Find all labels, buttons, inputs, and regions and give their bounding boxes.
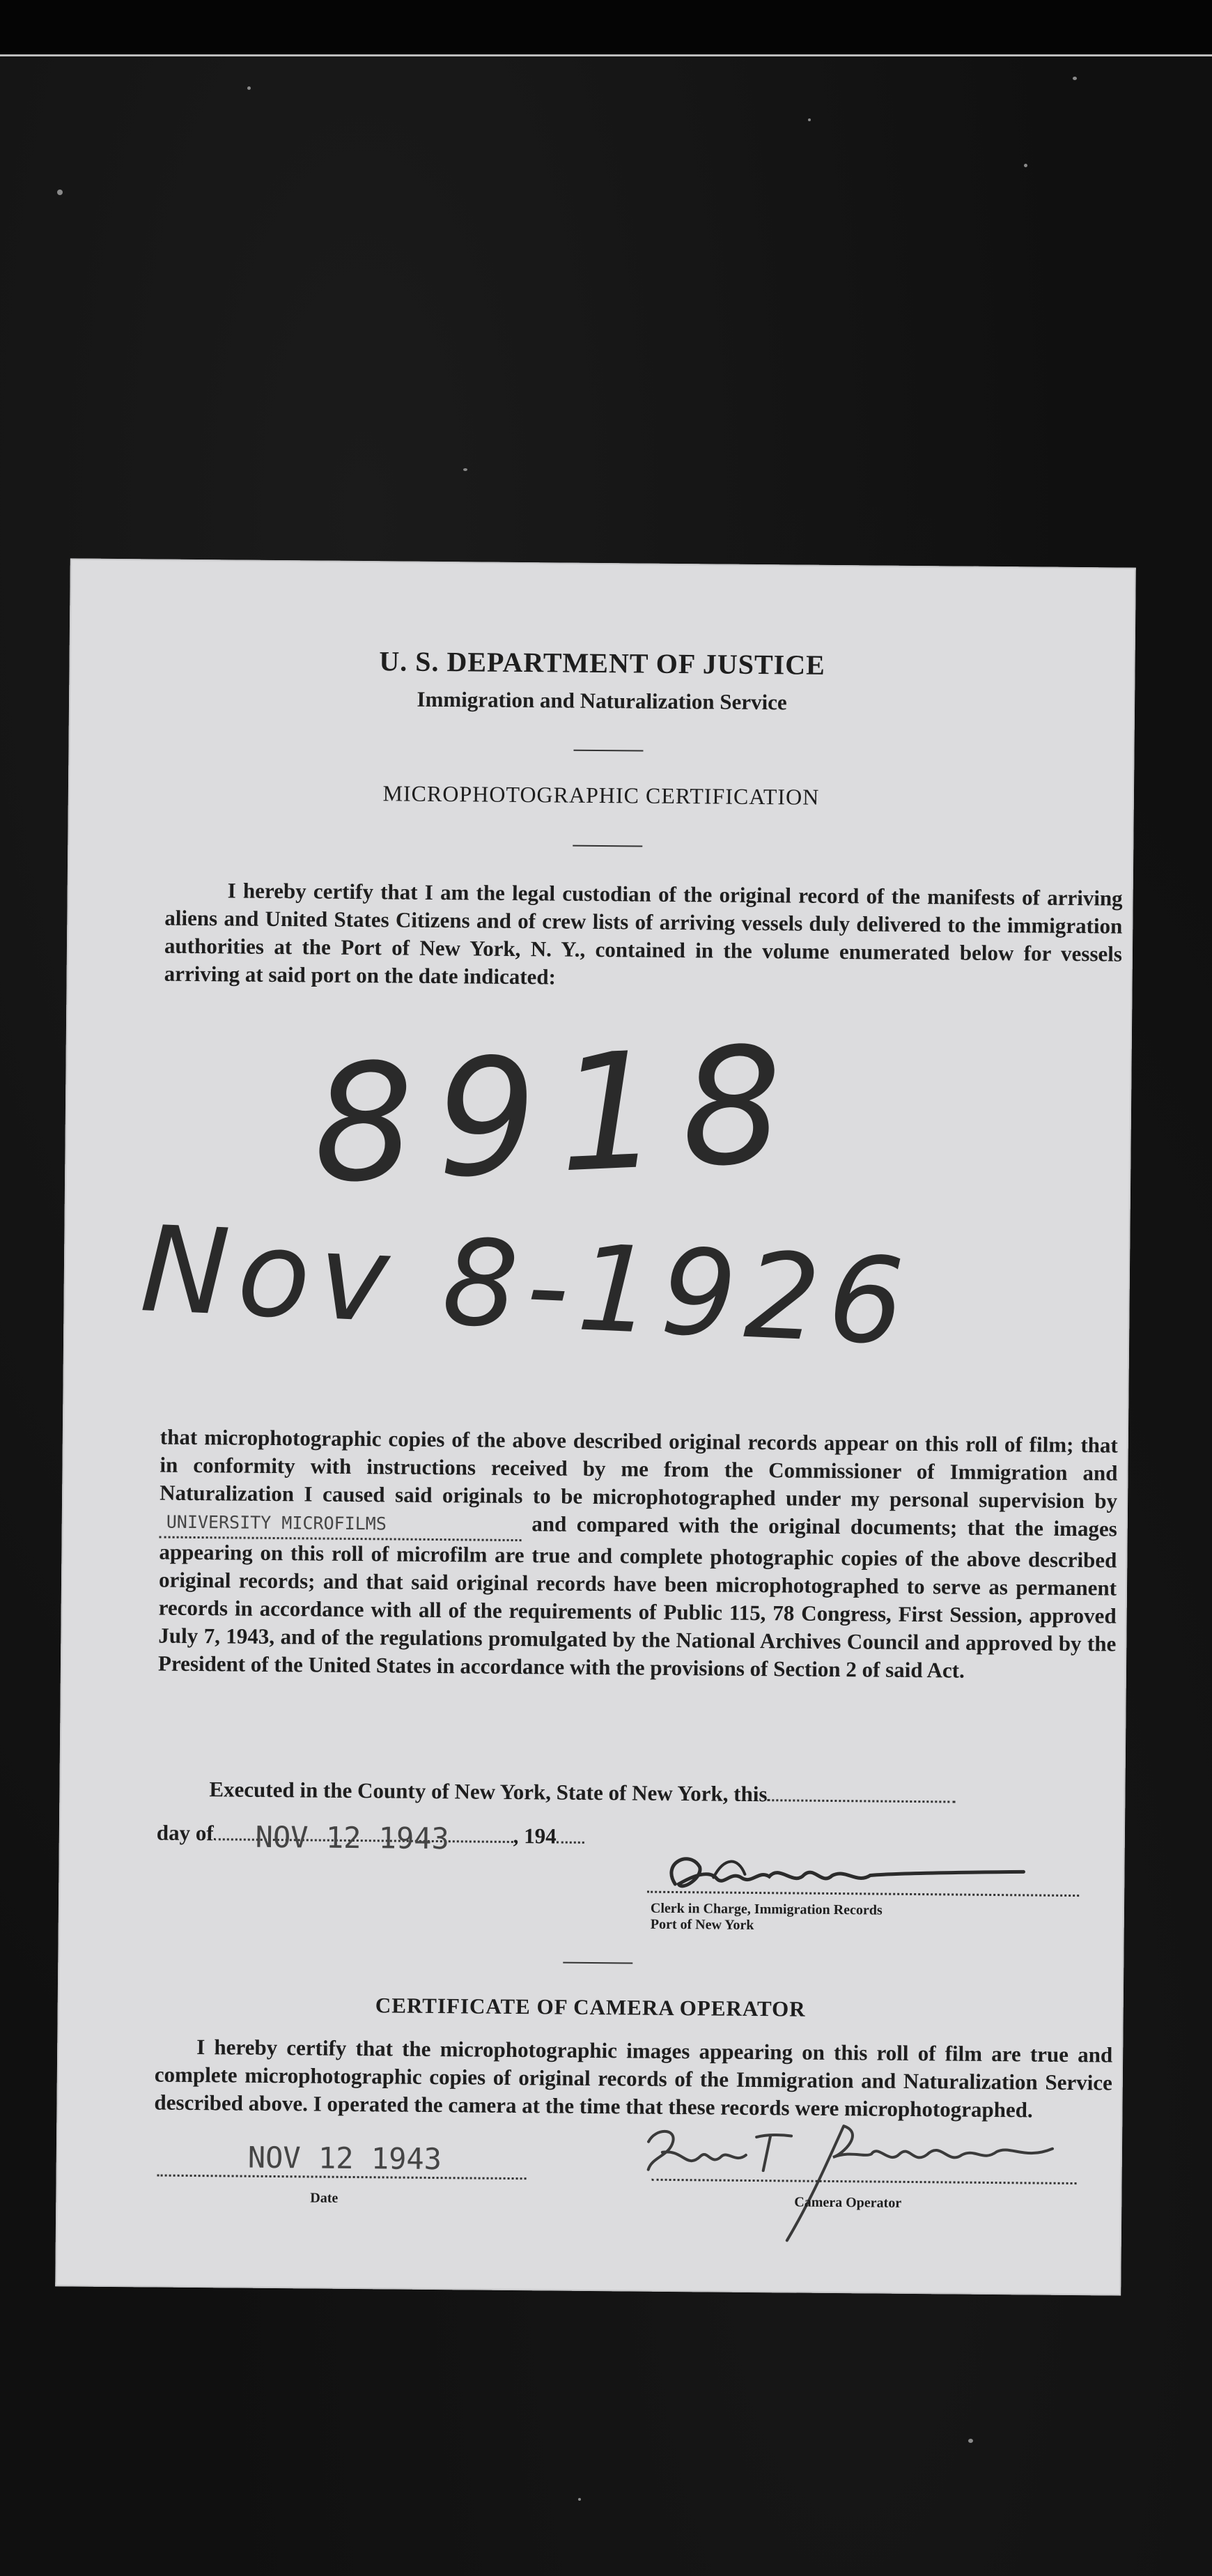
clerk-place: Port of New York <box>650 1916 754 1934</box>
dust-speck <box>1073 77 1077 80</box>
divider <box>573 750 643 752</box>
service-subheading: Immigration and Naturalization Service <box>417 686 787 715</box>
dust-speck <box>578 2498 581 2501</box>
dust-speck <box>463 468 467 471</box>
execution-date-line <box>214 1819 513 1856</box>
department-heading: U. S. DEPARTMENT OF JUSTICE <box>379 645 826 681</box>
handwritten-volume-number: 8918 <box>309 1012 808 1219</box>
dust-speck <box>57 190 63 195</box>
dust-speck <box>1024 164 1027 167</box>
year-suffix: , 194 <box>513 1823 557 1849</box>
camera-date-label: Date <box>310 2190 339 2206</box>
handwritten-arrival-date: Nov 8-1926 <box>137 1201 915 1373</box>
intro-paragraph: I hereby certify that I am the legal custodian of the original record of the manifests of arriving aliens and United States Citizens and of crew lists of arriving vessels duly delivered to the immigration authorities at the Port of New York, N. Y., contained in the volume enumerated below for vessels arriving at said port on the date indicated: <box>164 878 1123 989</box>
execution-text: Executed in the County of New York, State of New York, this <box>209 1777 768 1807</box>
certification-body <box>158 1424 1118 1686</box>
camera-operator-text: I hereby certify that the microphotographic images appearing on this roll of film are true and complete microphotographic copies of original records of the Immigration and Naturalization Service described above. I operated the camera at the time that these records were microphotographed. <box>154 2035 1113 2122</box>
camera-operator-heading: CERTIFICATE OF CAMERA OPERATOR <box>375 1993 806 2021</box>
certificate-sheet <box>55 558 1136 2295</box>
photographer-line <box>160 1507 522 1542</box>
divider <box>563 1962 632 1964</box>
execution-day-line <box>767 1799 955 1803</box>
day-of-label: day of <box>156 1820 214 1846</box>
body-text-part1: that microphotographic copies of the above described original records appear on this roll of film; that in conformity with instructions received by me from the Commissioner of Immigration and Naturalization I caused said originals to be microphotographed under my personal supervision by <box>160 1424 1118 1513</box>
dust-speck <box>247 86 251 90</box>
camera-operator-label: Camera Operator <box>794 2194 902 2211</box>
camera-date-stamp: NOV 12 1943 <box>247 2140 442 2177</box>
divider <box>573 845 642 847</box>
clerk-title: Clerk in Charge, Immigration Records <box>650 1900 883 1918</box>
dust-speck <box>968 2439 973 2443</box>
execution-date-stamp: NOV 12 1943 <box>255 1819 450 1856</box>
certification-title: MICROPHOTOGRAPHIC CERTIFICATION <box>382 780 820 810</box>
dust-speck <box>808 118 811 121</box>
execution-line <box>209 1775 1114 1811</box>
photographer-stamp: UNIVERSITY MICROFILMS <box>166 1511 387 1534</box>
body-text-part2: and compared with the original documents; that the images appearing on this roll of microfilm are true and complete photographic copies of the above described original records; and that said original records have been microphotographed to serve as permanent records in accordance with all of the requirements of Public 115, 78 Congress, First Session, approved July 7, 1943, and of the regulations promulgated by the National Archives Council and approved by the President of the United States in accordance with the provisions of Section 2 of said Act. <box>157 1511 1117 1683</box>
film-top-band <box>0 0 1212 56</box>
camera-operator-signature <box>634 2114 1081 2258</box>
year-line <box>557 1842 584 1844</box>
